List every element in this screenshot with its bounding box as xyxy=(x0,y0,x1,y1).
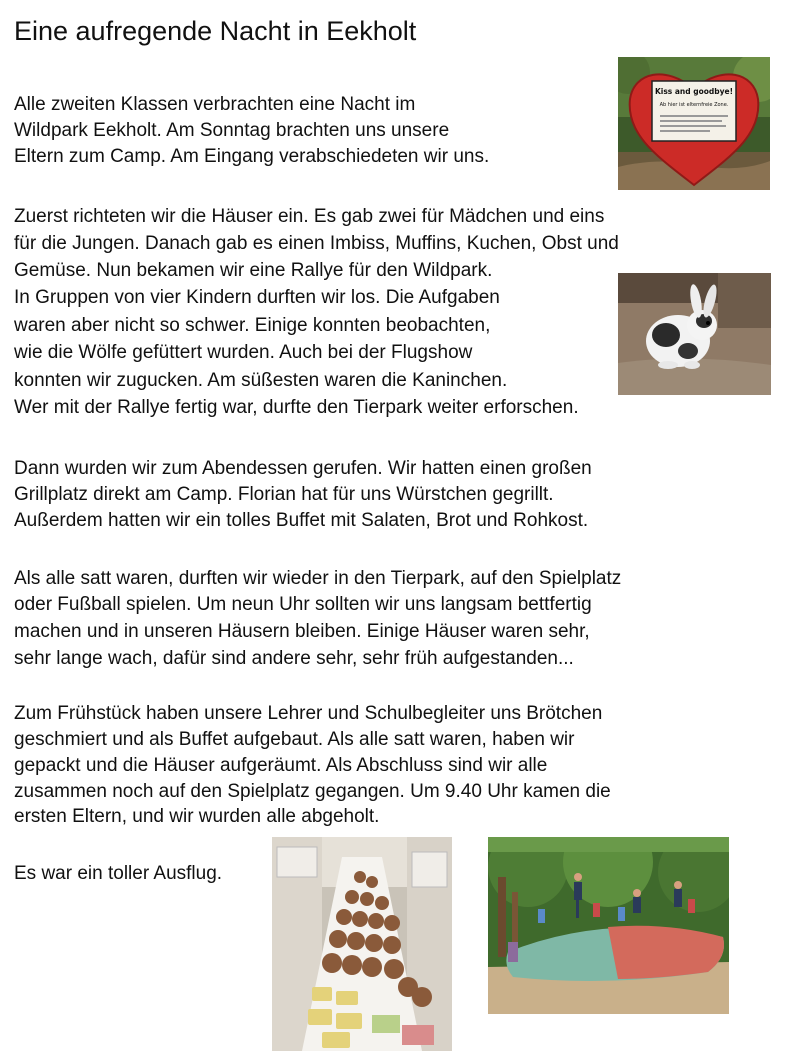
text-line: Grillplatz direkt am Camp. Florian hat für uns Würstchen gegrillt. xyxy=(14,484,554,505)
sign-subheading: Ab hier ist elternfreie Zone. xyxy=(659,102,729,108)
text-line: zusammen noch auf den Spielplatz gegangen. Um 9.40 Uhr kamen die xyxy=(14,781,611,802)
text-line: ersten Eltern, und wir wurden alle abgeholt. xyxy=(14,806,380,827)
text-line: Es war ein toller Ausflug. xyxy=(14,863,223,884)
text-line: In Gruppen von vier Kindern durften wir los. Die Aufgaben xyxy=(14,287,500,308)
text-line: gepackt und die Häuser aufgeräumt. Als Abschluss sind wir alle xyxy=(14,755,548,776)
page-title: Eine aufregende Nacht in Eekholt xyxy=(14,16,417,46)
text-line: wie die Wölfe gefüttert wurden. Auch bei der Flugshow xyxy=(14,342,473,363)
text-line: Zuerst richteten wir die Häuser ein. Es gab zwei für Mädchen und eins xyxy=(14,206,605,227)
text-line: oder Fußball spielen. Um neun Uhr sollten wir uns langsam bettfertig xyxy=(14,594,592,615)
text-line: Wildpark Eekholt. Am Sonntag brachten uns unsere xyxy=(14,120,450,141)
text-line: Gemüse. Nun bekamen wir eine Rallye für den Wildpark. xyxy=(14,260,493,281)
text-line: Alle zweiten Klassen verbrachten eine Nacht im xyxy=(14,94,416,115)
heart-sign-photo xyxy=(618,57,770,190)
buffet-photo xyxy=(272,837,452,1051)
rabbit-photo xyxy=(618,273,771,395)
playground-photo xyxy=(488,837,729,1014)
text-line: sehr lange wach, dafür sind andere sehr, sehr früh aufgestanden... xyxy=(14,648,574,669)
text-line: geschmiert und als Buffet aufgebaut. Als alle satt waren, haben wir xyxy=(14,729,575,750)
sign-heading: Kiss and goodbye! xyxy=(654,87,734,96)
text-line: machen und in unseren Häusern bleiben. Einige Häuser waren sehr, xyxy=(14,621,590,642)
text-line: Außerdem hatten wir ein tolles Buffet mit Salaten, Brot und Rohkost. xyxy=(14,510,589,531)
text-line: konnten wir zugucken. Am süßesten waren die Kaninchen. xyxy=(14,370,508,391)
text-line: Als alle satt waren, durften wir wieder in den Tierpark, auf den Spielplatz xyxy=(14,568,622,589)
text-line: Eltern zum Camp. Am Eingang verabschiedeten wir uns. xyxy=(14,146,490,167)
text-line: für die Jungen. Danach gab es einen Imbiss, Muffins, Kuchen, Obst und xyxy=(14,233,619,254)
text-line: Wer mit der Rallye fertig war, durfte den Tierpark weiter erforschen. xyxy=(14,397,579,418)
text-line: waren aber nicht so schwer. Einige konnten beobachten, xyxy=(14,315,491,336)
text-line: Dann wurden wir zum Abendessen gerufen. Wir hatten einen großen xyxy=(14,458,592,479)
text-line: Zum Frühstück haben unsere Lehrer und Schulbegleiter uns Brötchen xyxy=(14,703,603,724)
